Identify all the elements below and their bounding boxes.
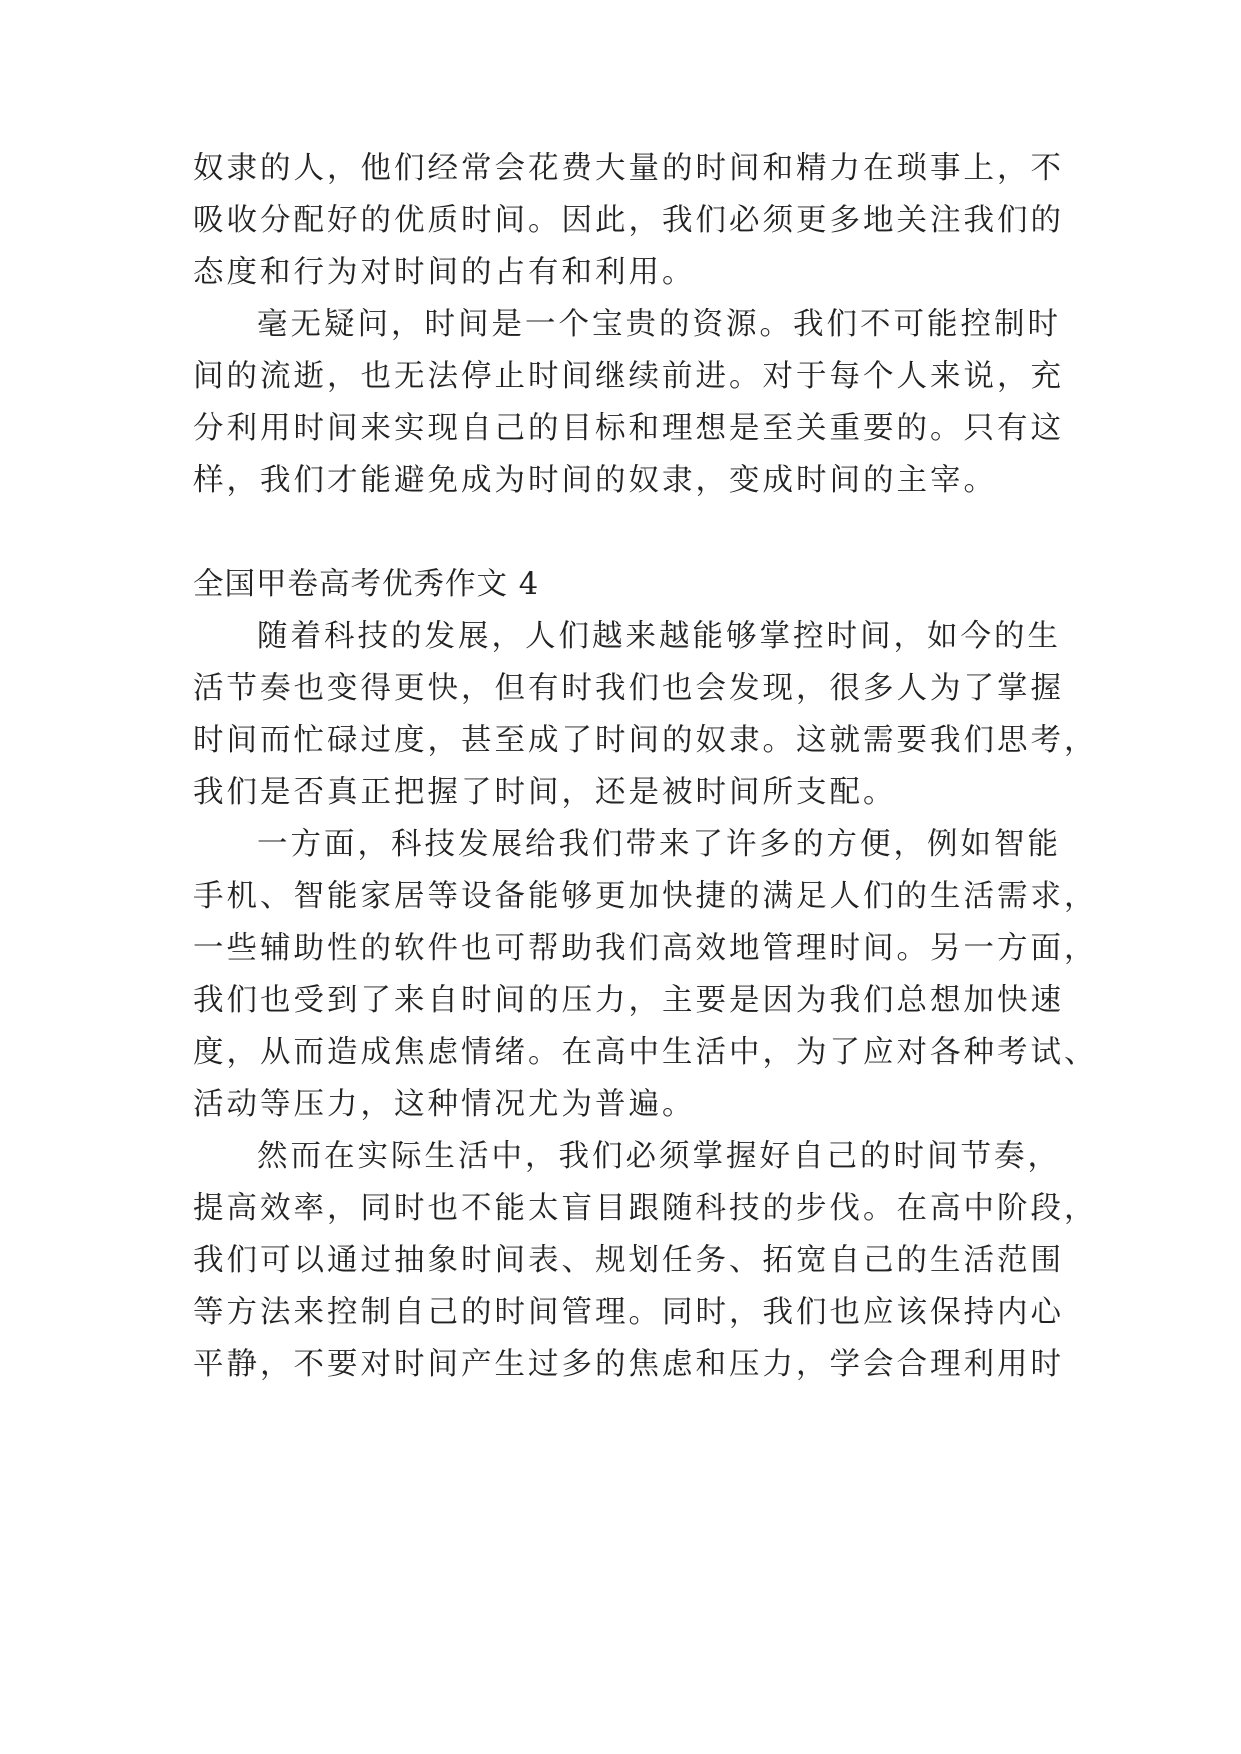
text-line: 等方法来控制自己的时间管理。同时，我们也应该保持内心 — [193, 1295, 1064, 1330]
text-line: 吸收分配好的优质时间。因此，我们必须更多地关注我们的 — [193, 203, 1064, 238]
text-line: 度，从而造成焦虑情绪。在高中生活中，为了应对各种考试、 — [193, 1035, 1098, 1070]
text-line: 毫无疑问，时间是一个宝贵的资源。我们不可能控制时 — [257, 307, 1061, 342]
text-line: 一方面，科技发展给我们带来了许多的方便，例如智能 — [257, 827, 1061, 862]
text-line: 我们也受到了来自时间的压力，主要是因为我们总想加快速 — [193, 983, 1064, 1018]
text-line: 手机、智能家居等设备能够更加快捷的满足人们的生活需求， — [193, 879, 1098, 914]
text-line: 提高效率，同时也不能太盲目跟随科技的步伐。在高中阶段， — [193, 1191, 1098, 1226]
text-line: 一些辅助性的软件也可帮助我们高效地管理时间。另一方面， — [193, 931, 1098, 966]
text-line: 样，我们才能避免成为时间的奴隶，变成时间的主宰。 — [193, 463, 997, 498]
text-line: 我们可以通过抽象时间表、规划任务、拓宽自己的生活范围 — [193, 1243, 1064, 1278]
text-line: 活动等压力，这种情况尤为普遍。 — [193, 1087, 696, 1122]
text-line: 平静，不要对时间产生过多的焦虑和压力，学会合理利用时 — [193, 1347, 1064, 1382]
text-line: 随着科技的发展，人们越来越能够掌控时间，如今的生 — [257, 619, 1061, 654]
text-line: 态度和行为对时间的占有和利用。 — [193, 255, 696, 290]
text-line: 时间而忙碌过度，甚至成了时间的奴隶。这就需要我们思考， — [193, 723, 1098, 758]
text-line: 间的流逝，也无法停止时间继续前进。对于每个人来说，充 — [193, 359, 1064, 394]
essay-heading: 全国甲卷高考优秀作文 4 — [193, 567, 540, 602]
text-line: 我们是否真正把握了时间，还是被时间所支配。 — [193, 775, 897, 810]
text-line: 然而在实际生活中，我们必须掌握好自己的时间节奏， — [257, 1139, 1061, 1174]
text-line: 活节奏也变得更快，但有时我们也会发现，很多人为了掌握 — [193, 671, 1064, 706]
text-line: 分利用时间来实现自己的目标和理想是至关重要的。只有这 — [193, 411, 1064, 446]
text-line: 奴隶的人，他们经常会花费大量的时间和精力在琐事上，不 — [193, 151, 1064, 186]
